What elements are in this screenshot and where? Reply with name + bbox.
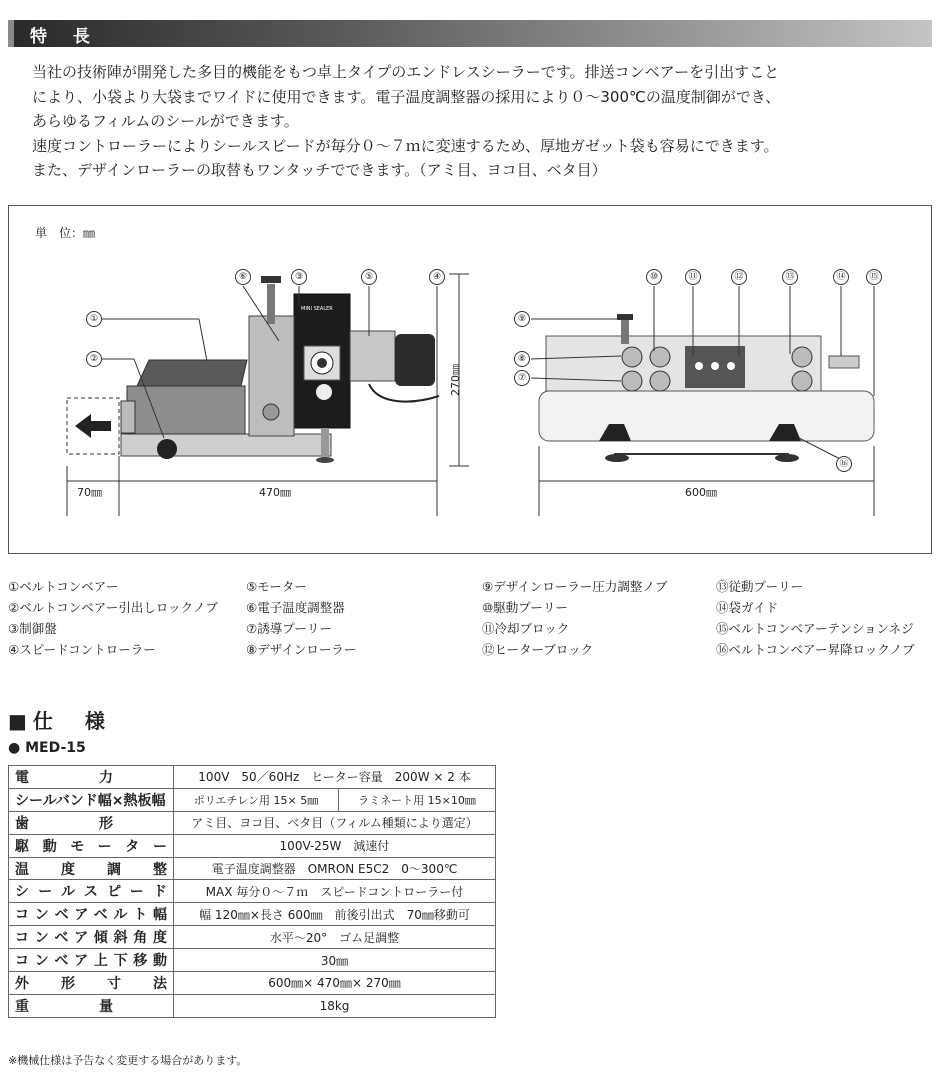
parts-column bbox=[246, 576, 356, 660]
spec-label: 外形寸法 bbox=[9, 972, 174, 995]
callout-number: ④ bbox=[429, 269, 445, 285]
part-item: ⑩駆動プーリー bbox=[482, 600, 568, 615]
model-label: ● MED-15 bbox=[8, 740, 86, 756]
dim-length: 470㎜ bbox=[259, 486, 291, 499]
callout-number: ⑯ bbox=[836, 456, 852, 472]
part-item: ③制御盤 bbox=[8, 621, 57, 636]
part-item: ⑧デザインローラー bbox=[246, 642, 357, 657]
intro-line: 当社の技術陣が開発した多目的機能をもつ卓上タイプのエンドレスシーラーです。排送コンベアーを引出すこと bbox=[32, 63, 780, 81]
features-heading: 特 長 bbox=[30, 27, 100, 47]
callout-number: ⑫ bbox=[731, 269, 747, 285]
features-header-bar bbox=[8, 20, 932, 47]
table-row bbox=[9, 834, 496, 857]
spec-label: 駆動モーター bbox=[9, 834, 174, 857]
panel-label: MINI SEALER bbox=[301, 306, 333, 312]
intro-line: また、デザインローラーの取替もワンタッチでできます。（アミ目、ヨコ目、ベタ目） bbox=[32, 161, 607, 179]
callout-number: ⑧ bbox=[514, 351, 530, 367]
spec-value: 600㎜× 470㎜× 270㎜ bbox=[174, 972, 496, 995]
spec-label: コンベア上下移動 bbox=[9, 949, 174, 972]
intro-line: 速度コントローラーによりシールスピードが毎分０～７ｍに変速するため、厚地ガゼット袋も容易にできます。 bbox=[32, 136, 779, 155]
table-row bbox=[9, 857, 496, 880]
spec-heading: ■仕 様 bbox=[8, 709, 111, 733]
spec-value: 電子温度調整器 OMRON E5C2 0～300℃ bbox=[174, 857, 496, 880]
callout-number: ⑤ bbox=[361, 269, 377, 285]
callout-number: ⑭ bbox=[833, 269, 849, 285]
unit-label: 単 位：㎜ bbox=[35, 226, 96, 240]
callout-number: ⑪ bbox=[685, 269, 701, 285]
table-row bbox=[9, 994, 496, 1017]
parts-column bbox=[8, 576, 218, 660]
part-item: ⑦誘導プーリー bbox=[246, 621, 332, 636]
table-row bbox=[9, 903, 496, 926]
callout-number: ⑥ bbox=[235, 269, 251, 285]
dim-height: 270㎜ bbox=[449, 364, 462, 396]
spec-label: 電 力 bbox=[9, 766, 174, 789]
spec-label: コンベア傾斜角度 bbox=[9, 926, 174, 949]
part-item: ①ベルトコンベアー bbox=[8, 579, 119, 594]
callout-number: ② bbox=[86, 351, 102, 367]
part-item: ⑮ベルトコンベアーテンションネジ bbox=[716, 621, 914, 636]
table-row bbox=[9, 880, 496, 903]
spec-label: 温度調整 bbox=[9, 857, 174, 880]
callout-number: ⑩ bbox=[646, 269, 662, 285]
spec-value: MAX 毎分０～７ｍ スピードコントローラー付 bbox=[174, 880, 496, 903]
table-row bbox=[9, 811, 496, 834]
part-item: ⑨デザインローラー圧力調整ノブ bbox=[482, 579, 668, 594]
spec-label: 歯 形 bbox=[9, 811, 174, 834]
part-item: ⑬従動プーリー bbox=[716, 579, 804, 594]
part-item: ⑯ベルトコンベアー昇降ロックノブ bbox=[716, 642, 915, 657]
callout-number: ⑦ bbox=[514, 370, 530, 386]
spec-value: 水平～20° ゴム足調整 bbox=[174, 926, 496, 949]
spec-label: シールスピード bbox=[9, 880, 174, 903]
callout-number: ⑬ bbox=[782, 269, 798, 285]
spec-table bbox=[8, 765, 496, 1018]
spec-value: 30㎜ bbox=[174, 949, 496, 972]
machine-illustration bbox=[9, 206, 931, 553]
dim-pull-out: 70㎜ bbox=[77, 486, 102, 499]
callout-number: ③ bbox=[291, 269, 307, 285]
spec-label: シールバンド幅×熱板幅 bbox=[9, 788, 174, 811]
part-item: ⑪冷却ブロック bbox=[482, 621, 570, 636]
spec-value: アミ目、ヨコ目、ベタ目（フィルム種類により選定） bbox=[174, 811, 496, 834]
parts-column bbox=[716, 576, 915, 660]
part-item: ⑤モーター bbox=[246, 579, 307, 594]
spec-value: 18kg bbox=[174, 994, 496, 1017]
part-item: ②ベルトコンベアー引出しロックノブ bbox=[8, 600, 218, 615]
footnote: ※機械仕様は予告なく変更する場合があります。 bbox=[8, 1054, 248, 1067]
table-row bbox=[9, 949, 496, 972]
intro-line: により、小袋より大袋までワイドに使用できます。電子温度調整器の採用により０～300℃の温度制御ができ、 bbox=[32, 87, 781, 106]
part-item: ⑫ヒーターブロック bbox=[482, 642, 594, 657]
callout-number: ① bbox=[86, 311, 102, 327]
spec-value: ラミネート用 15×10㎜ bbox=[339, 788, 496, 811]
spec-label: コンベアベルト幅 bbox=[9, 903, 174, 926]
spec-value: 幅 120㎜×長さ 600㎜ 前後引出式 70㎜移動可 bbox=[174, 903, 496, 926]
part-item: ⑥電子温度調整器 bbox=[246, 600, 345, 615]
dim-width: 600㎜ bbox=[685, 486, 717, 499]
spec-value: 100V-25W 減速付 bbox=[174, 834, 496, 857]
spec-value: ポリエチレン用 15× 5㎜ bbox=[174, 788, 339, 811]
parts-column bbox=[482, 576, 667, 660]
table-row bbox=[9, 926, 496, 949]
table-row bbox=[9, 972, 496, 995]
spec-label: 重 量 bbox=[9, 994, 174, 1017]
callout-number: ⑮ bbox=[866, 269, 882, 285]
table-row bbox=[9, 766, 496, 789]
intro-line: あらゆるフィルムのシールができます。 bbox=[32, 112, 299, 130]
callout-number: ⑨ bbox=[514, 311, 530, 327]
machine-diagram bbox=[8, 205, 932, 554]
intro-text bbox=[32, 60, 932, 183]
part-item: ⑭袋ガイド bbox=[716, 600, 779, 615]
part-item: ④スピードコントローラー bbox=[8, 642, 156, 657]
table-row bbox=[9, 788, 496, 811]
spec-value: 100V 50／60Hz ヒーター容量 200W × 2 本 bbox=[174, 766, 496, 789]
